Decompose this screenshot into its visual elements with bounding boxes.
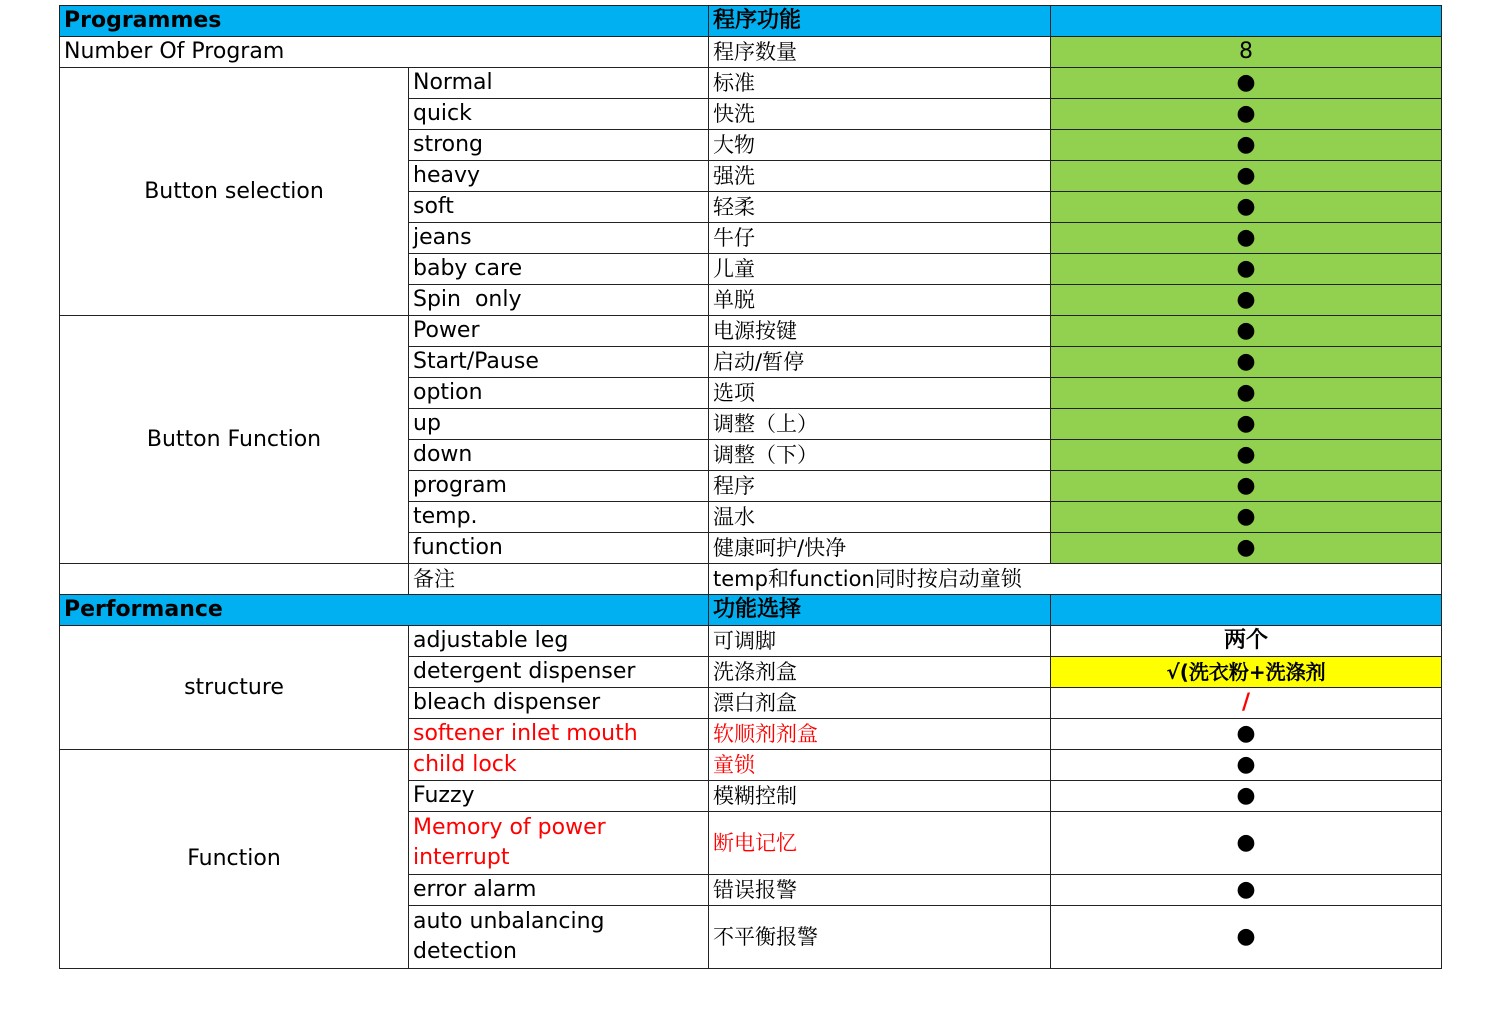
row-label-cn: 童锁	[709, 750, 1051, 781]
row-label: baby care	[409, 254, 709, 285]
row-value: ●	[1051, 161, 1442, 192]
row-label: adjustable leg	[409, 626, 709, 657]
section-title-performance: Performance	[60, 595, 709, 626]
row-label-cn: 洗涤剂盒	[709, 657, 1051, 688]
row-label-cn: 快洗	[709, 99, 1051, 130]
row-value: /	[1051, 688, 1442, 719]
row-label-cn: 选项	[709, 378, 1051, 409]
table-row	[60, 316, 1442, 347]
table-row	[60, 68, 1442, 99]
number-of-program-label: Number Of Program	[60, 37, 709, 68]
section-title-programmes: Programmes	[60, 6, 709, 37]
row-label: down	[409, 440, 709, 471]
row-label-cn: 温水	[709, 502, 1051, 533]
row-value: ●	[1051, 906, 1442, 969]
row-value: √(洗衣粉+洗涤剂	[1051, 657, 1442, 688]
row-label: child lock	[409, 750, 709, 781]
section-title-performance-cn: 功能选择	[709, 595, 1051, 626]
row-label-cn: 单脱	[709, 285, 1051, 316]
row-label: function	[409, 533, 709, 564]
row-label-cn: 调整（上）	[709, 409, 1051, 440]
row-label: heavy	[409, 161, 709, 192]
section-value-programmes	[1051, 6, 1442, 37]
row-label: temp.	[409, 502, 709, 533]
section-value-performance	[1051, 595, 1442, 626]
row-label-cn: 程序	[709, 471, 1051, 502]
row-value: ●	[1051, 719, 1442, 750]
row-value: ●	[1051, 533, 1442, 564]
row-label: strong	[409, 130, 709, 161]
section-title-programmes-cn: 程序功能	[709, 6, 1051, 37]
row-value: 两个	[1051, 626, 1442, 657]
row-label-cn: 可调脚	[709, 626, 1051, 657]
row-label: Normal	[409, 68, 709, 99]
remark-empty-cell	[60, 564, 409, 595]
remark-row	[60, 564, 1442, 595]
row-label-cn: 调整（下）	[709, 440, 1051, 471]
row-label: softener inlet mouth	[409, 719, 709, 750]
row-value: ●	[1051, 223, 1442, 254]
row-value: ●	[1051, 471, 1442, 502]
row-label: detergent dispenser	[409, 657, 709, 688]
row-value: ●	[1051, 502, 1442, 533]
remark-text: temp和function同时按启动童锁	[709, 564, 1442, 595]
row-label-cn: 牛仔	[709, 223, 1051, 254]
row-value: ●	[1051, 316, 1442, 347]
row-value: ●	[1051, 409, 1442, 440]
row-value: ●	[1051, 378, 1442, 409]
row-label: quick	[409, 99, 709, 130]
row-label: soft	[409, 192, 709, 223]
remark-label: 备注	[409, 564, 709, 595]
row-label-cn: 儿童	[709, 254, 1051, 285]
group-button-selection: Button selection	[60, 68, 409, 316]
row-label-cn: 错误报警	[709, 875, 1051, 906]
row-label: error alarm	[409, 875, 709, 906]
row-value: ●	[1051, 285, 1442, 316]
row-value: ●	[1051, 130, 1442, 161]
row-label: Fuzzy	[409, 781, 709, 812]
group-function: Function	[60, 750, 409, 969]
row-value: ●	[1051, 781, 1442, 812]
row-label: Power	[409, 316, 709, 347]
spec-table	[59, 5, 1442, 969]
row-label: up	[409, 409, 709, 440]
row-value: ●	[1051, 440, 1442, 471]
row-label: Memory of power interrupt	[409, 812, 709, 875]
row-label: auto unbalancing detection	[409, 906, 709, 969]
row-label-cn: 不平衡报警	[709, 906, 1051, 969]
row-value: ●	[1051, 347, 1442, 378]
row-label-cn: 大物	[709, 130, 1051, 161]
table-row	[60, 750, 1442, 781]
row-value: ●	[1051, 812, 1442, 875]
row-label-cn: 断电记忆	[709, 812, 1051, 875]
number-of-program-value: 8	[1051, 37, 1442, 68]
table-row	[60, 37, 1442, 68]
row-value: ●	[1051, 750, 1442, 781]
row-value: ●	[1051, 68, 1442, 99]
row-label: jeans	[409, 223, 709, 254]
row-label-cn: 强洗	[709, 161, 1051, 192]
programmes-header-row	[60, 6, 1442, 37]
row-label-cn: 轻柔	[709, 192, 1051, 223]
table-row	[60, 626, 1442, 657]
row-label-cn: 模糊控制	[709, 781, 1051, 812]
row-label-cn: 健康呵护/快净	[709, 533, 1051, 564]
row-label: program	[409, 471, 709, 502]
row-label: Start/Pause	[409, 347, 709, 378]
row-label-cn: 启动/暂停	[709, 347, 1051, 378]
group-button-function: Button Function	[60, 316, 409, 564]
row-label-cn: 电源按键	[709, 316, 1051, 347]
performance-header-row	[60, 595, 1442, 626]
row-value: ●	[1051, 254, 1442, 285]
row-label: bleach dispenser	[409, 688, 709, 719]
row-label-cn: 标准	[709, 68, 1051, 99]
row-label: Spin only	[409, 285, 709, 316]
row-label-cn: 软顺剂剂盒	[709, 719, 1051, 750]
row-label-cn: 漂白剂盒	[709, 688, 1051, 719]
group-structure: structure	[60, 626, 409, 750]
number-of-program-label-cn: 程序数量	[709, 37, 1051, 68]
row-value: ●	[1051, 99, 1442, 130]
row-value: ●	[1051, 192, 1442, 223]
row-value: ●	[1051, 875, 1442, 906]
row-label: option	[409, 378, 709, 409]
